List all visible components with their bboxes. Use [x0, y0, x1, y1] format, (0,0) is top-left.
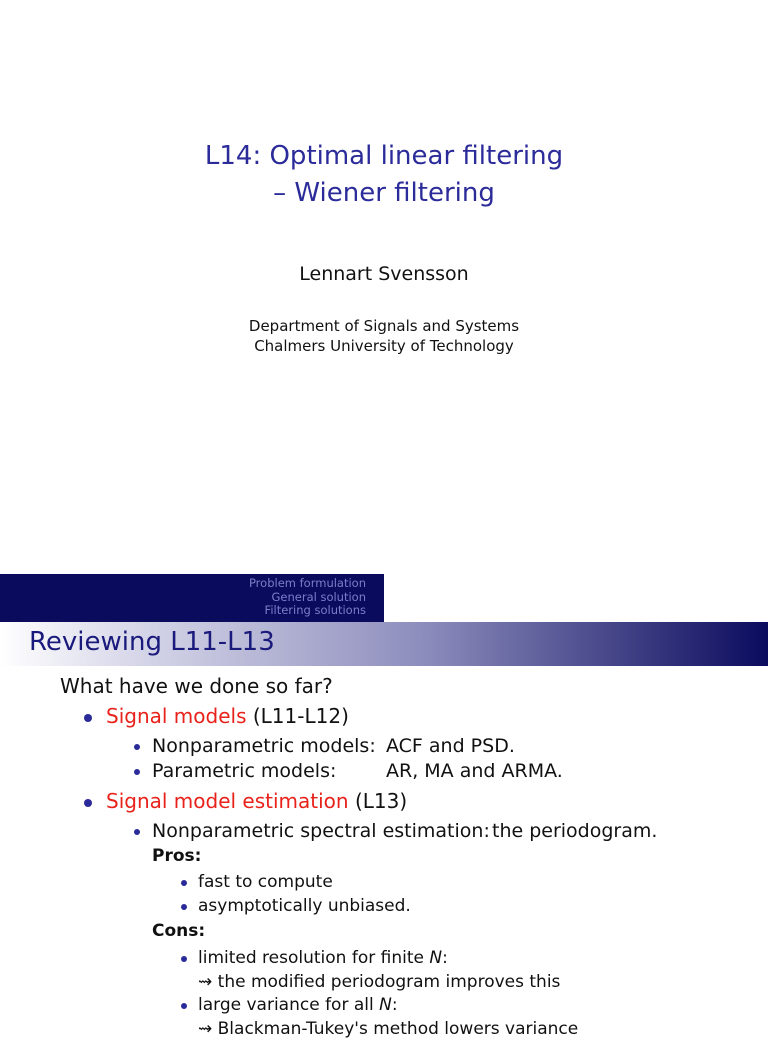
estimation-item: [106, 789, 407, 813]
institute-university: Chalmers University of Technology: [254, 337, 514, 355]
con-item: [198, 948, 448, 968]
bullet-icon: [84, 799, 92, 807]
intro-question: What have we done so far?: [60, 674, 333, 698]
nonparametric-models-value: ACF and PSD.: [386, 735, 515, 757]
spectral-estimation-name: Nonparametric spectral estimation:: [152, 820, 490, 842]
bullet-icon: [84, 714, 92, 722]
signal-models-label: Signal models: [106, 704, 247, 728]
con-item-text: limited resolution for finite: [198, 948, 424, 968]
con-item-note: ⇝ Blackman-Tukey's method lowers variance: [198, 1019, 579, 1039]
presentation-title-line2: – Wiener filtering: [273, 178, 495, 208]
author-name: Lennart Svensson: [299, 263, 469, 285]
con-item-note: ⇝ the modified periodogram improves this: [198, 972, 561, 992]
bullet-icon: [181, 904, 187, 910]
bullet-icon: [181, 880, 187, 886]
con-item: [198, 995, 398, 1015]
bullet-icon: [134, 769, 140, 775]
estimation-ref: (L13): [354, 789, 408, 813]
nav-item-general-solution[interactable]: General solution: [271, 590, 366, 604]
variable-n: N: [379, 995, 392, 1015]
presentation-title-line1: L14: Optimal linear filtering: [204, 141, 564, 171]
bullet-icon: [181, 1003, 187, 1009]
signal-models-item: [106, 704, 349, 728]
colon: :: [391, 995, 398, 1015]
nav-item-filtering-solutions[interactable]: Filtering solutions: [264, 603, 366, 617]
pros-heading: Pros:: [152, 846, 202, 866]
estimation-label: Signal model estimation: [106, 789, 349, 813]
bullet-icon: [134, 829, 140, 835]
parametric-models-value: AR, MA and ARMA.: [386, 760, 563, 782]
bullet-icon: [181, 956, 187, 962]
section-navigation: [0, 574, 384, 622]
bullet-icon: [134, 744, 140, 750]
pro-item: fast to compute: [198, 872, 333, 892]
institute-department: Department of Signals and Systems: [248, 317, 520, 335]
signal-models-ref: (L11-L12): [252, 704, 349, 728]
nav-item-problem-formulation[interactable]: Problem formulation: [248, 576, 366, 590]
spectral-estimation-value: the periodogram.: [492, 820, 658, 842]
nonparametric-models-name: Nonparametric models:: [152, 735, 376, 757]
frame-title-bar: [0, 622, 768, 666]
colon: :: [442, 948, 448, 968]
con-item-text: large variance for all: [198, 995, 374, 1015]
cons-heading: Cons:: [152, 921, 206, 941]
pro-item: asymptotically unbiased.: [198, 896, 411, 916]
variable-n: N: [429, 948, 443, 968]
parametric-models-name: Parametric models:: [152, 760, 337, 782]
frame-title: Reviewing L11-L13: [29, 627, 275, 657]
